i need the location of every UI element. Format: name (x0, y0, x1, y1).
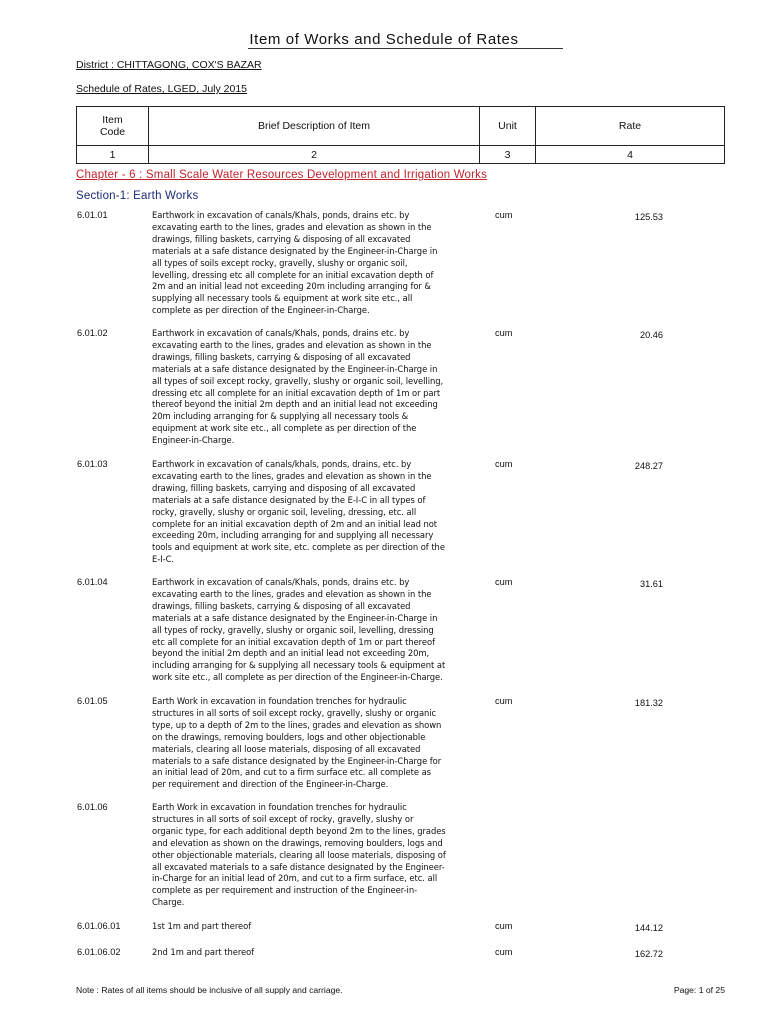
item-rate: 181.32 (634, 698, 663, 708)
header-row (77, 107, 725, 146)
item-code: 6.01.06.01 (77, 921, 121, 931)
item-code: 6.01.05 (77, 696, 108, 706)
item-description: Earthwork in excavation of canals/Khals, ponds, drains etc. by excavating earth to the lines, grades and elevation as shown in the drawings, filling baskets, carrying & disposing of all excavated materials at a safe distance designated by the Engineer-in-Charge in all types of rocky, gravelly, slushy or organic soil, levelling, dressing etc all complete for an initial excavation depth of 1m or part thereof beyond the initial 2m depth and an initial lead not exceeding 20m, including arranging for & supplying all necessary tools & equipment at work site etc., all complete as per direction of the Engineer-in-Charge. (152, 577, 446, 683)
schedule-label: Schedule of Rates, LGED, July 2015 (76, 83, 248, 95)
header-number-1: 1 (77, 146, 149, 164)
section-heading: Section-1: Earth Works (76, 190, 199, 202)
footer-note: Note : Rates of all items should be inclusive of all supply and carriage. (76, 985, 343, 995)
item-rate: 20.46 (640, 330, 663, 340)
header-description: Brief Description of Item (149, 107, 480, 146)
district-label: District : CHITTAGONG, COX'S BAZAR (76, 59, 262, 71)
item-description: Earthwork in excavation of canals/khals, ponds, drains, etc. by excavating earth to the lines, grades and elevation as shown in the drawing, filling baskets, carrying and disposing of all excavated materials at a safe distance designated by the E-I-C in all types of rocky, gravelly, slushy or organic soil, leveling, dressing, etc. all complete for an initial excavation depth of 2m and an initial lead not exceeding 20m, including arranging for and supplying all necessary tools and equipment at work site, etc. complete as per direction of the E-I-C. (152, 459, 445, 565)
item-unit: cum (495, 328, 513, 338)
item-description: Earthwork in excavation of canals/Khals, ponds, drains etc. by excavating earth to the lines, grades and elevation as shown in the drawings, filling baskets, carrying & disposing of all excavated materials at a safe distance designated by the Engineer-in-Charge in all types of soils except rocky, gravelly, slushy or organic soil, levelling, dressing etc all complete for an initial excavation depth of 2m and an initial lead not exceeding 20m including arranging for & supplying all necessary tools & equipment at work site etc., all complete as per direction of the Engineer-in-Charge. (152, 210, 438, 316)
item-code: 6.01.03 (77, 459, 108, 469)
item-unit: cum (495, 921, 513, 931)
header-item-code: Item Code (77, 107, 149, 146)
item-description: 2nd 1m and part thereof (152, 947, 255, 957)
item-unit: cum (495, 459, 513, 469)
header-number-3: 3 (480, 146, 536, 164)
item-rate: 125.53 (634, 212, 663, 222)
item-code: 6.01.06.02 (77, 947, 121, 957)
item-description: Earth Work in excavation in foundation trenches for hydraulic structures in all sorts of soil except of rocky, gravelly, slushy or organic type, for each additional depth beyond 2m to the lines, grades and elevation as shown on the drawings, removing boulders, logs and other objectionable materials, clearing all loose materials, disposing of all excavated materials to a safe distance designated by the Engineer- in-Charge for an initial lead of 20m, and cut to a firm surface, etc. all complete as per requirement and instruction of the Engineer-in- Charge. (152, 802, 446, 908)
header-number-row (77, 146, 725, 164)
header-number-4: 4 (536, 146, 725, 164)
page-number: Page: 1 of 25 (673, 985, 725, 995)
item-code: 6.01.04 (77, 577, 108, 587)
item-description: Earthwork in excavation of canals/Khals, ponds, drains etc. by excavating earth to the lines, grades and elevation as shown in the drawings, filling baskets, carrying & disposing of all excavated materials at a safe distance designated by the Engineer-in-Charge in all types of soil except rocky, gravelly, slushy or organic soil, levelling, dressing etc all complete for an initial excavation depth of 1m or part thereof beyond the initial 2m depth and an initial lead not exceeding 20m including arranging for & supplying all necessary tools & equipment at work site etc., all complete as per direction of the Engineer-in-Charge. (152, 328, 444, 446)
title-underline (248, 48, 563, 49)
header-rate: Rate (536, 107, 725, 146)
item-rate: 248.27 (634, 461, 663, 471)
page-title: Item of Works and Schedule of Rates (249, 31, 519, 48)
item-code: 6.01.06 (77, 802, 108, 812)
item-description: Earth Work in excavation in foundation trenches for hydraulic structures in all sorts of soil except rocky, gravelly, slushy or organic type, up to a depth of 2m to the lines, grades and elevation as shown on the drawings, removing boulders, logs and other objectionable materials, clearing all loose materials, disposing of all excavated materials to a safe distance designated by the Engineer-in-Charge for an initial lead of 20m, and cut to a firm surface etc. all complete as per requirement and direction of the Engineer-in-Charge. (152, 696, 442, 790)
column-header-table (76, 106, 725, 164)
item-unit: cum (495, 210, 513, 220)
header-unit: Unit (480, 107, 536, 146)
item-description: 1st 1m and part thereof (152, 921, 252, 931)
header-number-2: 2 (149, 146, 480, 164)
item-rate: 162.72 (634, 949, 663, 959)
item-code: 6.01.02 (77, 328, 108, 338)
item-rate: 144.12 (634, 923, 663, 933)
item-unit: cum (495, 577, 513, 587)
item-rate: 31.61 (640, 579, 663, 589)
item-unit: cum (495, 696, 513, 706)
chapter-heading: Chapter - 6 : Small Scale Water Resources Development and Irrigation Works (76, 169, 488, 181)
item-unit: cum (495, 947, 513, 957)
item-code: 6.01.01 (77, 210, 108, 220)
